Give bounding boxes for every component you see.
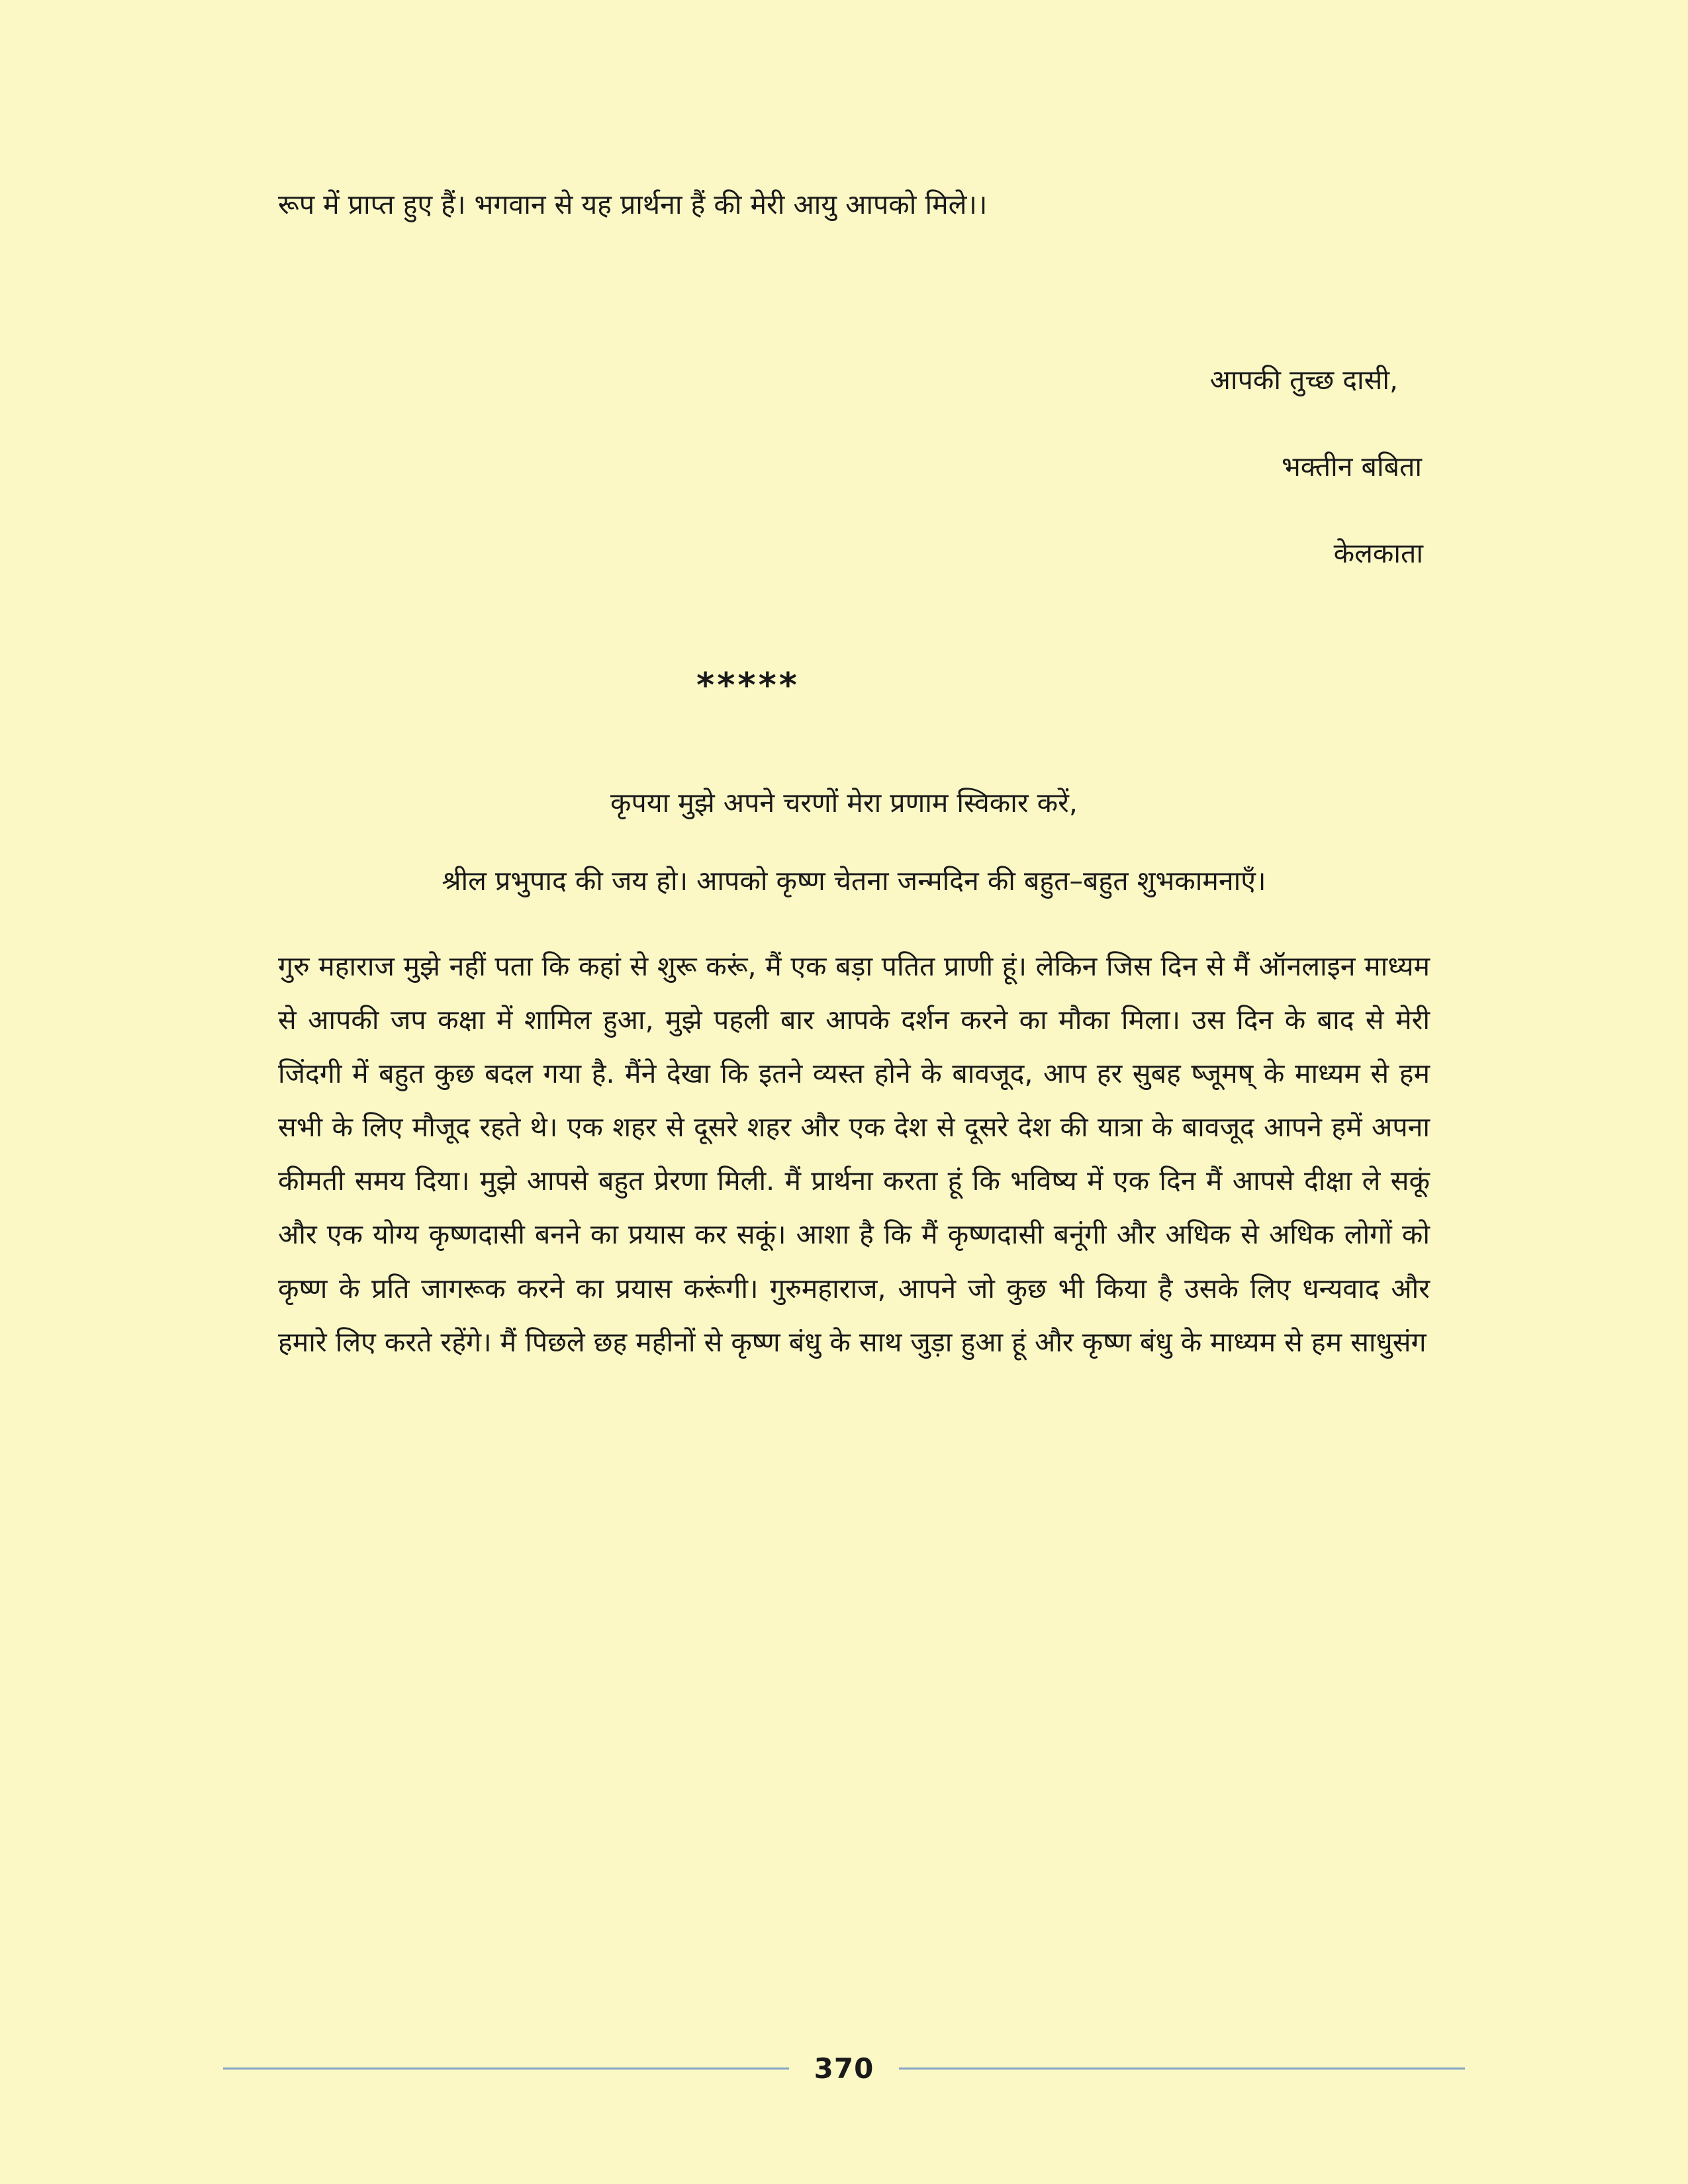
page-footer — [0, 2052, 1688, 2085]
spacer-after-separator — [278, 705, 1430, 784]
signature-line-2: भक्तीन बबिता — [1281, 451, 1422, 483]
body-paragraph: गुरु महाराज मुझे नहीं पता कि कहां से शुरू करूं, मैं एक बड़ा पतित प्राणी हूं। लेकिन जिस दिन से मैं ऑनलाइन माध्यम से आपकी जप कक्षा में शामिल हुआ, मुझे पहली बार आपके दर्शन करने का मौका मिला। उस दिन के बाद से मेरी जिंदगी में बहुत कुछ बदल गया है. मैंने देखा कि इतने व्यस्त होने के बावजूद, आप हर सुबह ष्जूमष् के माध्यम से हम सभी के लिए मौजूद रहते थे। एक शहर से दूसरे शहर और एक देश से दूसरे देश की यात्रा के बावजूद आपने हमें अपना कीमती समय दिया। मुझे आपसे बहुत प्रेरणा मिली. मैं प्रार्थना करता हूं कि भविष्य में एक दिन मैं आपसे दीक्षा ले सकूं और एक योग्य कृष्णदासी बनने का प्रयास कर सकूं। आशा है कि मैं कृष्णदासी बनूंगी और अधिक से अधिक लोगों को कृष्ण के प्रति जागरूक करने का प्रयास करूंगी। गुरुमहाराज, आपने जो कुछ भी किया है उसके लिए धन्यवाद और हमारे लिए करते रहेंगे। मैं पिछले छह महीनों से कृष्ण बंधु के साथ जुड़ा हुआ हूं और कृष्ण बंधु के माध्यम से हम साधुसंग — [278, 950, 1430, 1358]
footer-rule-left — [223, 2068, 789, 2070]
section-separator: ***** — [696, 665, 800, 705]
salutation-line: कृपया मुझे अपने चरणों मेरा प्रणाम स्विकार करें, — [610, 786, 1078, 819]
opening-paragraph: रूप में प्राप्त हुए हैं। भगवान से यह प्रार्थना हैं की मेरी आयु आपको मिले।। — [278, 189, 988, 220]
footer-rule-right — [899, 2068, 1465, 2070]
spacer-after-opening — [278, 232, 1430, 364]
greeting-line: श्रील प्रभुपाद की जय हो। आपको कृष्ण चेतना जन्मदिन की बहुत–बहुत शुभकामनाएँ। — [442, 864, 1266, 897]
signature-line-3: केलकाता — [1333, 537, 1423, 570]
spacer-after-greeting — [278, 899, 1430, 940]
spacer-before-separator — [278, 625, 1430, 666]
spacer-after-salutation — [278, 821, 1430, 862]
page-number: 370 — [814, 2052, 874, 2085]
page-content — [278, 179, 1430, 1369]
signature-block — [278, 364, 1430, 570]
signature-line-1: आपकी तुच्छ दासी, — [1209, 363, 1398, 396]
